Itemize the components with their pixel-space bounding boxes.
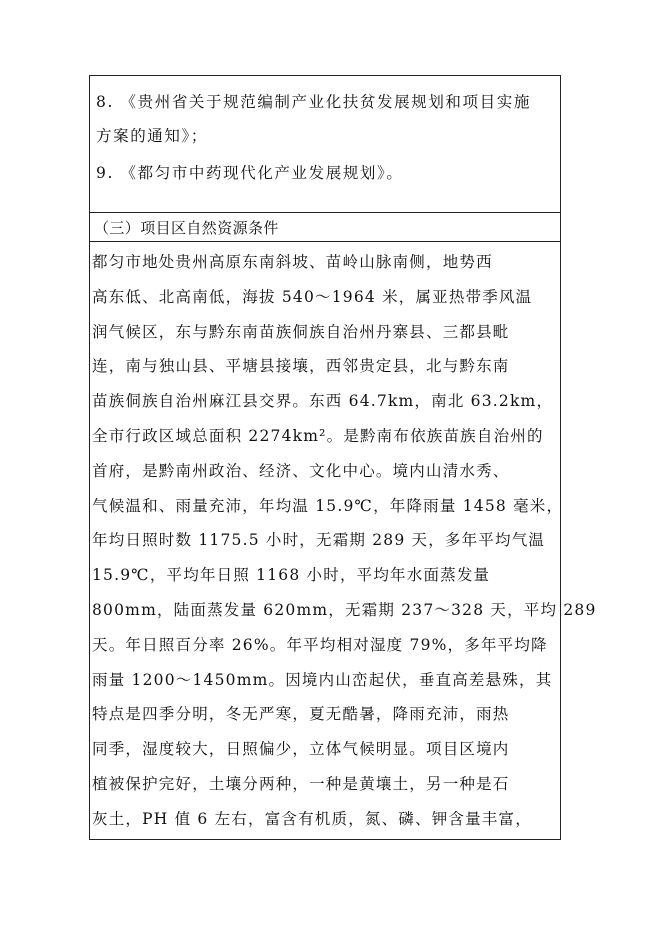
document-table [89, 75, 597, 840]
paragraph-line: 高东低、北高南低，海拔 540～1964 米，属亚热带季风温 [92, 288, 533, 306]
paragraph-line: 首府，是黔南州政治、经济、文化中心。境内山清水秀、 [92, 462, 510, 480]
reference-item-8-continuation: 方案的通知》； [96, 127, 208, 145]
paragraph-line: 连，南与独山县、平塘县接壤，西邻贵定县，北与黔东南 [92, 357, 510, 375]
reference-item-8: 8. 《贵州省关于规范编制产业化扶贫发展规划和项目实施 [96, 93, 531, 111]
paragraph-line: 润气候区，东与黔东南苗族侗族自治州丹寨县、三都县毗 [92, 323, 510, 341]
paragraph-line: 雨量 1200～1450mm。因境内山峦起伏，垂直高差悬殊，其 [92, 671, 553, 689]
paragraph-line: 全市行政区域总面积 2274km²。是黔南布依族苗族自治州的 [92, 427, 544, 445]
paragraph-line: 都匀市地处贵州高原东南斜坡、苗岭山脉南侧，地势西 [92, 253, 493, 271]
reference-item-9: 9. 《都匀市中药现代化产业发展规划》。 [96, 164, 404, 182]
paragraph-line: 15.9℃，平均年日照 1168 小时，平均年水面蒸发量 [92, 566, 491, 584]
section-heading: （三）项目区自然资源条件 [94, 219, 279, 237]
paragraph-line: 苗族侗族自治州麻江县交界。东西 64.7km，南北 63.2km， [92, 392, 554, 410]
paragraph-line: 气候温和、雨量充沛，年均温 15.9℃，年降雨量 1458 毫米， [92, 497, 564, 515]
paragraph-line: 植被保护完好，土壤分两种，一种是黄壤土，另一种是石 [92, 775, 510, 793]
references-cell [90, 76, 560, 213]
paragraph-line: 800mm，陆面蒸发量 620mm，无霜期 237～328 天，平均 289 [92, 601, 597, 619]
section-heading-cell [90, 213, 560, 242]
paragraph-line: 年均日照时数 1175.5 小时，无霜期 289 天，多年平均气温 [92, 531, 546, 549]
paragraph-line: 天。年日照百分率 26%。年平均相对湿度 79%，多年平均降 [92, 636, 548, 654]
paragraph-line: 特点是四季分明，冬无严寒，夏无酷暑，降雨充沛，雨热 [92, 705, 510, 723]
paragraph-line: 灰土，PH 值 6 左右，富含有机质，氮、磷、钾含量丰富， [92, 810, 532, 828]
section-body-cell [90, 242, 597, 839]
paragraph-line: 同季，湿度较大，日照偏少，立体气候明显。项目区境内 [92, 740, 510, 758]
